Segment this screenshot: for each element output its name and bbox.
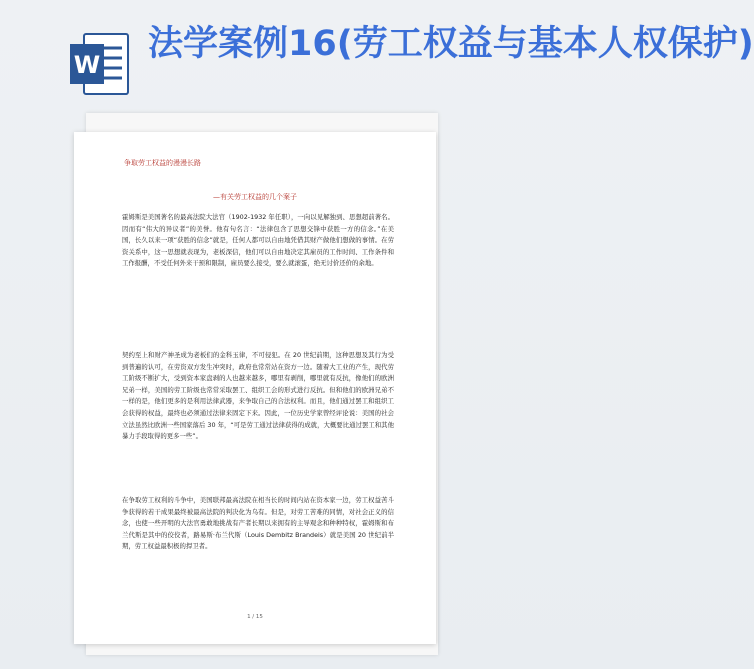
svg-text:W: W: [73, 51, 101, 79]
document-page: [74, 132, 436, 644]
article-subtitle: —有关劳工权益的几个案子: [213, 193, 297, 201]
word-document-icon: [70, 30, 130, 98]
header-banner: [0, 0, 754, 125]
paragraph-2: 契约至上和财产神圣成为老板们的金科玉律，不可侵犯。在 20 世纪前期，这种思想及其行为受到普遍的认可，在劳资双方发生冲突时，政府也常常站在资方一边。随着大工业的产生，现代劳工阶级不断扩大，受到资本家盘剥的人也越来越多，哪里有剥削，哪里就有反抗，像他们的欧洲兄弟一样，美国的劳工阶级也常常采取罢工、组织工会的形式进行反抗。但和他们的欧洲兄弟不一样的是，他们更多的是利用法律武器，来争取自己的合法权利。而且，他们通过罢工和组织工会获得的权益，最终也必须通过法律来固定下来。因此，一位历史学家曾经评论说：美国的社会立法虽然比欧洲一些国家落后 30 年，“可是劳工通过法律获得的成就，大概要比通过罢工和其他暴力手段取得的更多一些”。: [122, 351, 394, 441]
page-indicator: 1 / 15: [247, 614, 263, 620]
article-heading: 争取劳工权益的漫漫长路: [124, 159, 201, 167]
paragraph-3: 在争取劳工权利的斗争中，美国联邦最高法院在相当长的时间内站在资本家一边，劳工权益苦斗争获得的若干成果最终被最高法院的判决化为乌有。但是，对劳工苦难的同情，对社会正义的信念，也使一些开明的大法官勇敢地挑战有产者长期以来拥有的主导观念和种种特权，霍姆斯和布兰代斯是其中的佼佼者，路易斯·布兰代斯（Louis Dembitz Brandeis）就是美国 20 世纪前半期，劳工权益最积极的捍卫者。: [122, 496, 394, 551]
paragraph-1: 霍姆斯是美国著名的最高法院大法官（1902-1932 年任职），一向以见解独到、思想超前著名。因而有“伟大的异议者”的美誉。他有句名言：“法律包含了思想交锋中获胜一方的信念。”在美国，长久以来一项“获胜的信念”就是，任何人都可以自由地凭借其财产做他们想做的事情。在劳资关系中，这一思想就表现为，老板深信，他们可以自由地决定其雇员的工作时间、工作条件和工作报酬，不受任何外来干预和限制，雇员要么接受，要么就滚蛋，绝无讨价还价的余地。: [122, 213, 394, 268]
document-title: 法学案例16(劳工权益与基本人权保护): [148, 24, 754, 64]
